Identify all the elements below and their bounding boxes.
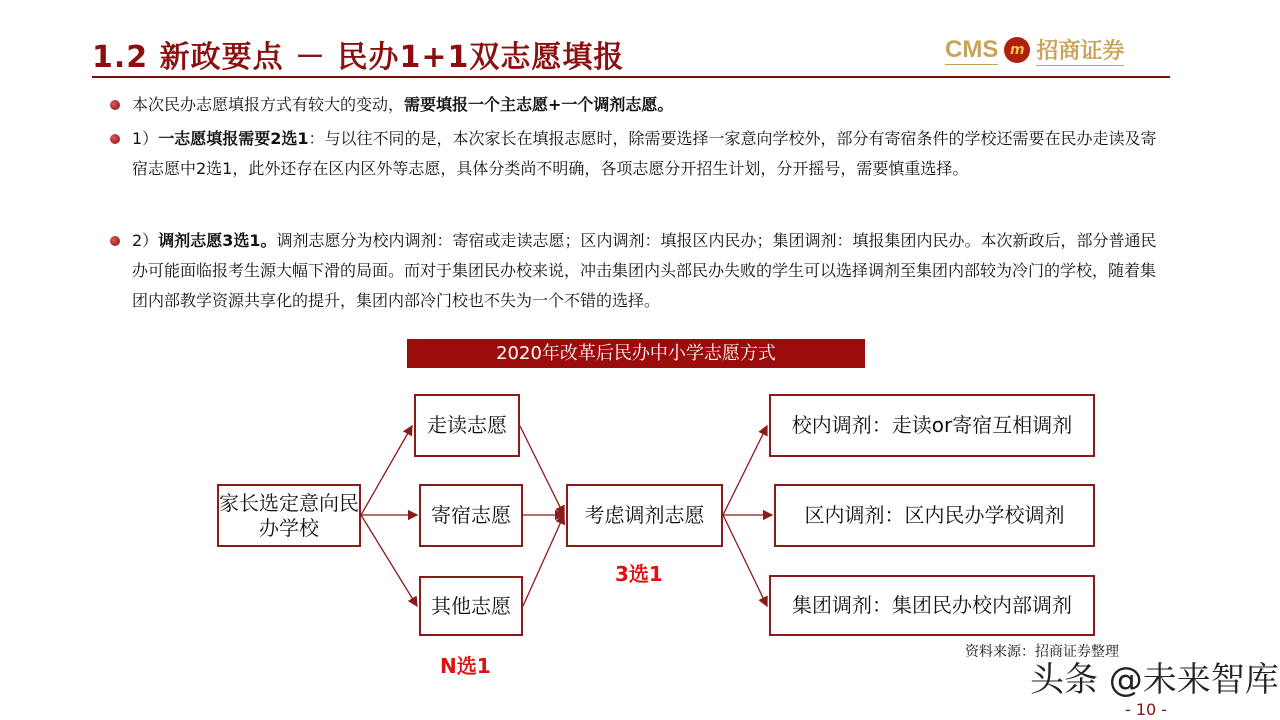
arrow xyxy=(520,426,564,515)
option-box: 走读志愿 xyxy=(414,394,520,457)
middle-box: 考虑调剂志愿 xyxy=(566,484,723,547)
logo-text-en: CMS xyxy=(945,35,999,63)
adjust-box: 区内调剂：区内民办学校调剂 xyxy=(774,484,1095,547)
three-choose-1-label: 3选1 xyxy=(615,562,663,586)
bullet-text: 本次民办志愿填报方式有较大的变动， xyxy=(132,95,405,114)
arrow xyxy=(723,426,767,515)
arrow xyxy=(523,515,564,606)
adjust-box: 校内调剂：走读or寄宿互相调剂 xyxy=(769,394,1095,457)
watermark: 头条 @未来智库 xyxy=(1030,660,1279,700)
bullet-bold: 一志愿填报需要2选1 xyxy=(158,129,309,148)
page-title: 1.2 新政要点 － 民办1+1双志愿填报 xyxy=(92,40,625,75)
bullet-text: 2） xyxy=(132,231,159,250)
bullet-bold: 需要填报一个主志愿+一个调剂志愿。 xyxy=(404,95,674,114)
source-note: 资料来源：招商证券整理 xyxy=(965,644,1119,660)
arrow xyxy=(361,426,412,515)
arrow xyxy=(361,515,417,606)
bullet-text: 1） xyxy=(132,129,159,148)
bullet-bold: 调剂志愿3选1。 xyxy=(158,231,277,250)
logo-badge-icon: m xyxy=(1004,37,1030,63)
page-number: - 10 - xyxy=(1125,700,1168,719)
n-choose-1-label: N选1 xyxy=(440,654,491,678)
bullet-text: 调剂志愿分为校内调剂：寄宿或走读志愿；区内调剂：填报区内民办；集团调剂：填报集团内民办。本次新政后，部分普通民办可能面临报考生源大幅下滑的局面。而对于集团民办校来说，冲击集团内头部民办失败的学生可以选择调剂至集团内部较为冷门的学校，随着集团内部教学资源共享化的提升，集团内部冷门校也不失为一个不错的选择。 xyxy=(132,231,1157,310)
logo-text-cn: 招商证券 xyxy=(1036,34,1124,66)
adjust-box: 集团调剂：集团民办校内部调剂 xyxy=(769,575,1095,636)
diagram-title: 2020年改革后民办中小学志愿方式 xyxy=(407,339,865,368)
option-box: 寄宿志愿 xyxy=(419,484,523,547)
start-box: 家长选定意向民办学校 xyxy=(217,484,361,547)
bullet-text: ：与以往不同的是，本次家长在填报志愿时，除需要选择一家意向学校外，部分有寄宿条件的学校还需要在民办走读及寄宿志愿中2选1，此外还存在区内区外等志愿，具体分类尚不明确，各项志愿分开招生计划，分开摇号，需要慎重选择。 xyxy=(132,129,1157,178)
option-box: 其他志愿 xyxy=(419,576,523,636)
arrow xyxy=(723,515,767,606)
